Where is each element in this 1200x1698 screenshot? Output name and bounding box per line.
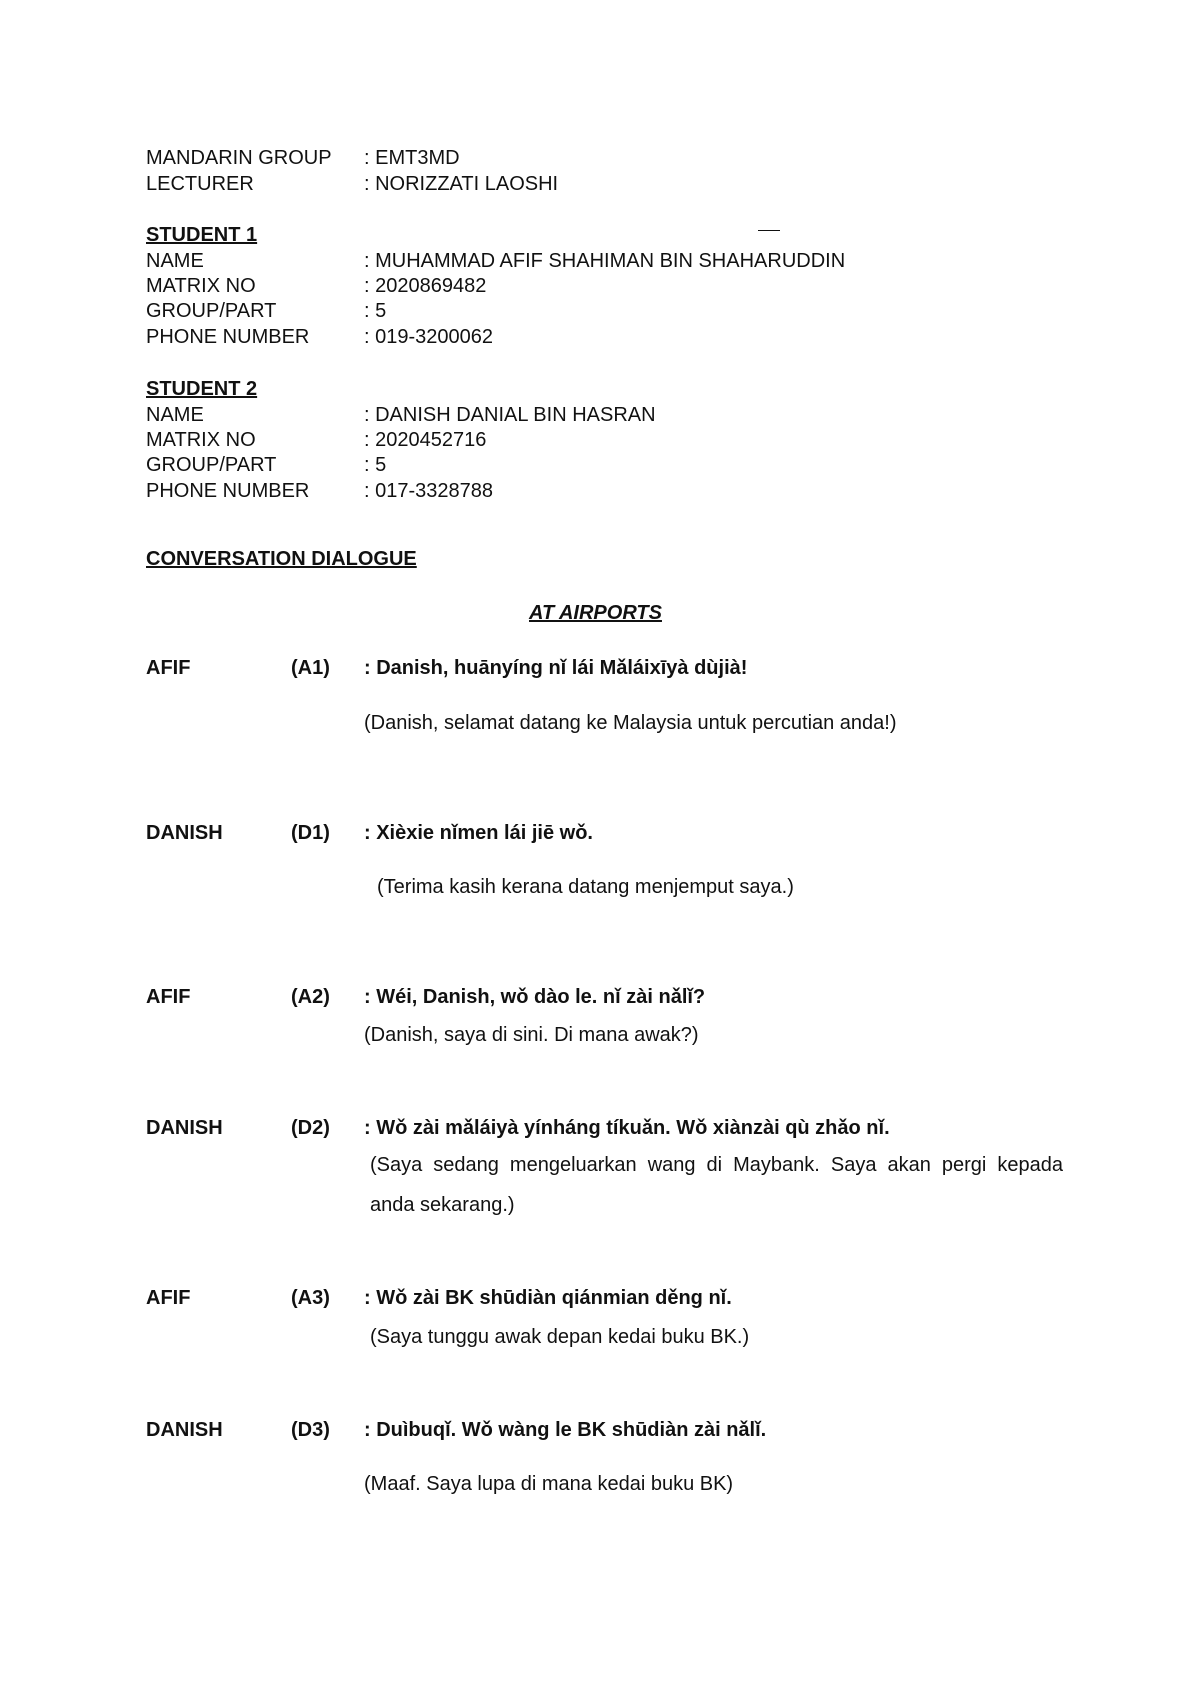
dialogue-speaker: AFIF — [146, 986, 191, 1008]
lecturer-label: LECTURER — [146, 173, 254, 195]
dialogue-line: : Duìbuqǐ. Wǒ wàng le BK shūdiàn zài nǎlǐ. — [364, 1419, 767, 1441]
dialogue-line: : Xièxie nǐmen lái jiē wǒ. — [364, 822, 593, 844]
student-2-heading: STUDENT 2 — [146, 378, 258, 400]
lecturer-value: : NORIZZATI LAOSHI — [364, 173, 559, 195]
dialogue-code: (D1) — [291, 822, 330, 844]
scene-title: AT AIRPORTS — [529, 602, 662, 624]
student-1-matrix-label: MATRIX NO — [146, 275, 256, 297]
mandarin-group-label: MANDARIN GROUP — [146, 147, 332, 169]
dialogue-code: (D2) — [291, 1117, 330, 1139]
student-1-heading: STUDENT 1 — [146, 224, 258, 246]
dialogue-translation: (Terima kasih kerana datang menjemput saya.) — [377, 876, 794, 898]
dialogue-line: : Danish, huānyíng nǐ lái Mǎláixīyà dùjià! — [364, 657, 748, 679]
dialogue-translation: (Saya sedang mengeluarkan wang di Maybank. Saya akan pergi kepada anda sekarang.) — [370, 1154, 1063, 1216]
dialogue-speaker: AFIF — [146, 657, 191, 679]
dialogue-speaker: AFIF — [146, 1287, 191, 1309]
student-1-phone-value: : 019-3200062 — [364, 326, 494, 348]
dialogue-translation: (Maaf. Saya lupa di mana kedai buku BK) — [364, 1473, 734, 1495]
student-2-matrix-value: : 2020452716 — [364, 429, 487, 451]
mandarin-group-value: : EMT3MD — [364, 147, 460, 169]
dialogue-translation: (Saya tunggu awak depan kedai buku BK.) — [370, 1326, 750, 1348]
student-2-name-label: NAME — [146, 404, 204, 426]
student-1-matrix-value: : 2020869482 — [364, 275, 487, 297]
dialogue-line: : Wǒ zài mǎláiyà yínháng tíkuǎn. Wǒ xiànzài qù zhǎo nǐ. — [364, 1117, 890, 1139]
dialogue-code: (A2) — [291, 986, 330, 1008]
dialogue-speaker: DANISH — [146, 822, 223, 844]
dialogue-line: : Wéi, Danish, wǒ dào le. nǐ zài nǎlǐ? — [364, 986, 706, 1008]
dialogue-speaker: DANISH — [146, 1117, 223, 1139]
student-1-name-value: : MUHAMMAD AFIF SHAHIMAN BIN SHAHARUDDIN — [364, 250, 846, 272]
stray-underline-mark — [758, 230, 780, 231]
dialogue-translation: (Danish, selamat datang ke Malaysia untuk percutian anda!) — [364, 712, 897, 734]
dialogue-code: (A1) — [291, 657, 330, 679]
dialogue-translation: (Danish, saya di sini. Di mana awak?) — [364, 1024, 699, 1046]
dialogue-speaker: DANISH — [146, 1419, 223, 1441]
student-2-phone-value: : 017-3328788 — [364, 480, 494, 502]
student-1-phone-label: PHONE NUMBER — [146, 326, 310, 348]
student-2-phone-label: PHONE NUMBER — [146, 480, 310, 502]
dialogue-code: (D3) — [291, 1419, 330, 1441]
student-2-matrix-label: MATRIX NO — [146, 429, 256, 451]
student-2-name-value: : DANISH DANIAL BIN HASRAN — [364, 404, 656, 426]
dialogue-code: (A3) — [291, 1287, 330, 1309]
student-2-group-label: GROUP/PART — [146, 454, 277, 476]
dialogue-line: : Wǒ zài BK shūdiàn qiánmian děng nǐ. — [364, 1287, 732, 1309]
student-1-group-label: GROUP/PART — [146, 300, 277, 322]
student-2-group-value: : 5 — [364, 454, 387, 476]
student-1-group-value: : 5 — [364, 300, 387, 322]
section-title: CONVERSATION DIALOGUE — [146, 548, 417, 570]
student-1-name-label: NAME — [146, 250, 204, 272]
